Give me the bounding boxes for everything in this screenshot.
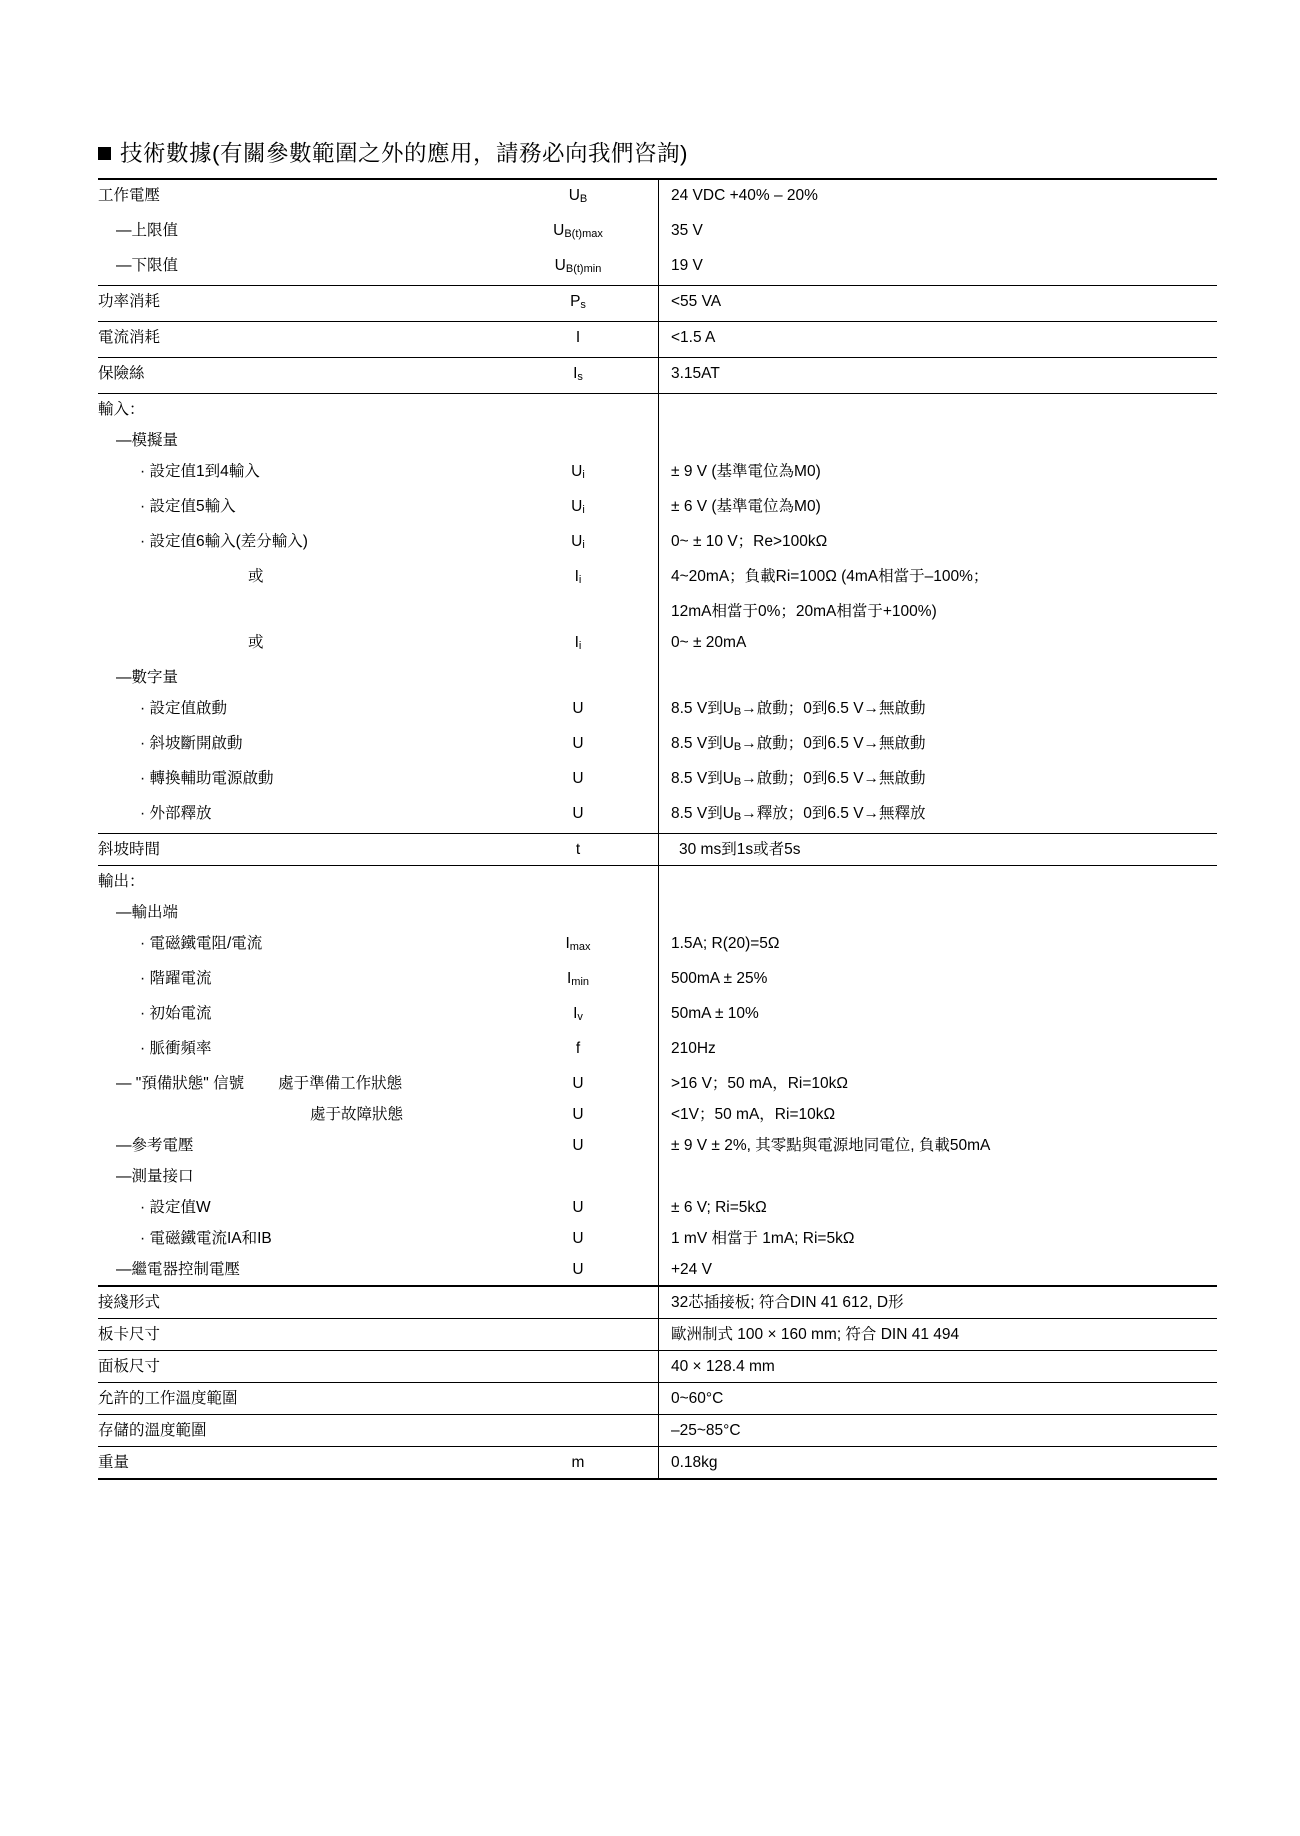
table-row xyxy=(98,728,1217,763)
row-symbol: m xyxy=(498,1447,659,1480)
row-value: 3.15AT xyxy=(659,358,1218,394)
row-label: 接綫形式 xyxy=(98,1286,498,1319)
row-value: ± 6 V; Ri=5kΩ xyxy=(659,1192,1218,1223)
row-symbol xyxy=(498,897,659,928)
table-row xyxy=(98,1286,1217,1319)
table-row xyxy=(98,963,1217,998)
table-row xyxy=(98,561,1217,596)
row-symbol: U xyxy=(572,1261,584,1278)
row-symbol xyxy=(498,1351,659,1383)
row-symbol: U xyxy=(572,805,584,822)
table-row xyxy=(98,526,1217,561)
spec-table xyxy=(98,178,1217,1480)
table-row xyxy=(98,596,1217,627)
row-symbol: Ui xyxy=(571,463,585,481)
row-symbol xyxy=(498,1319,659,1351)
row-symbol xyxy=(498,866,659,898)
row-value: 30 ms到1s或者5s xyxy=(659,834,1218,866)
row-symbol: U xyxy=(572,1230,584,1247)
row-symbol: U xyxy=(572,735,584,752)
table-row xyxy=(98,1099,1217,1130)
table-row xyxy=(98,1383,1217,1415)
table-row xyxy=(98,394,1217,426)
row-extra: 處于準備工作狀態 xyxy=(278,1075,403,1092)
row-symbol: U xyxy=(572,700,584,717)
row-label: —測量接口 xyxy=(116,1168,194,1185)
row-label: · 階躍電流 xyxy=(140,970,212,987)
table-row xyxy=(98,1161,1217,1192)
table-row xyxy=(98,358,1217,394)
row-symbol: I xyxy=(498,322,659,358)
row-symbol xyxy=(498,1415,659,1447)
row-symbol: U xyxy=(572,1137,584,1154)
row-label: · 設定值啟動 xyxy=(140,700,227,717)
row-symbol xyxy=(498,1383,659,1415)
row-symbol: U xyxy=(572,770,584,787)
table-row xyxy=(98,456,1217,491)
row-symbol: UB xyxy=(498,179,659,215)
table-row xyxy=(98,1447,1217,1480)
table-row xyxy=(98,322,1217,358)
row-value: 32芯插接板; 符合DIN 41 612, D形 xyxy=(659,1286,1218,1319)
row-value xyxy=(659,662,1218,693)
row-value: 8.5 V到UB→釋放；0到6.5 V→無釋放 xyxy=(659,798,1218,834)
row-label: 或 xyxy=(248,634,264,651)
row-label: 功率消耗 xyxy=(98,286,498,322)
row-symbol: Imin xyxy=(566,970,590,988)
row-symbol xyxy=(498,1286,659,1319)
row-value: ± 6 V (基準電位為M0) xyxy=(659,491,1218,526)
row-label: · 設定值W xyxy=(140,1199,211,1216)
table-row xyxy=(98,662,1217,693)
table-row xyxy=(98,693,1217,728)
row-label: 工作電壓 xyxy=(98,179,498,215)
row-symbol: U xyxy=(572,1106,584,1123)
row-label: 存儲的溫度範圍 xyxy=(98,1415,498,1447)
row-label: —繼電器控制電壓 xyxy=(116,1261,241,1278)
row-symbol: Ui xyxy=(571,498,585,516)
row-label: 允許的工作溫度範圍 xyxy=(98,1383,498,1415)
table-row xyxy=(98,215,1217,250)
row-symbol: Ii xyxy=(574,568,582,586)
row-label: —模擬量 xyxy=(116,432,179,449)
table-row xyxy=(98,1319,1217,1351)
row-label: 板卡尺寸 xyxy=(98,1319,498,1351)
row-value: 12mA相當于0%；20mA相當于+100%) xyxy=(659,596,1218,627)
table-row xyxy=(98,1192,1217,1223)
table-row xyxy=(98,866,1217,898)
row-symbol: Ps xyxy=(498,286,659,322)
row-value: 1.5A; R(20)=5Ω xyxy=(659,928,1218,963)
table-row xyxy=(98,798,1217,834)
row-value: 50mA ± 10% xyxy=(659,998,1218,1033)
row-symbol: Iv xyxy=(573,1005,583,1023)
row-value xyxy=(659,394,1218,426)
row-symbol xyxy=(498,662,659,693)
row-symbol xyxy=(498,1161,659,1192)
row-label: · 電磁鐵電阻/電流 xyxy=(140,935,263,952)
table-row xyxy=(98,834,1217,866)
row-label: —輸出端 xyxy=(116,904,179,921)
section-heading-text: 技術數據(有關參數範圍之外的應用，請務必向我們咨詢) xyxy=(120,141,688,166)
row-symbol: f xyxy=(575,1040,581,1057)
row-value: –25~85°C xyxy=(659,1415,1218,1447)
row-value xyxy=(659,897,1218,928)
row-label: 或 xyxy=(248,568,264,585)
table-row xyxy=(98,1130,1217,1161)
row-value: 35 V xyxy=(659,215,1218,250)
table-row xyxy=(98,425,1217,456)
table-row xyxy=(98,897,1217,928)
table-row xyxy=(98,928,1217,963)
row-value xyxy=(659,425,1218,456)
row-value: <1V；50 mA，Ri=10kΩ xyxy=(659,1099,1218,1130)
row-label: · 外部釋放 xyxy=(140,805,212,822)
row-value: 8.5 V到UB→啟動；0到6.5 V→無啟動 xyxy=(659,693,1218,728)
row-value: 19 V xyxy=(659,250,1218,286)
row-label: 輸出： xyxy=(98,866,498,898)
row-symbol: t xyxy=(498,834,659,866)
table-row xyxy=(98,998,1217,1033)
row-label: · 電磁鐵電流IA和IB xyxy=(140,1230,272,1247)
row-value: 210Hz xyxy=(659,1033,1218,1068)
row-value: >16 V；50 mA，Ri=10kΩ xyxy=(659,1068,1218,1099)
row-value: <55 VA xyxy=(659,286,1218,322)
row-label: · 設定值1到4輸入 xyxy=(140,463,260,480)
row-symbol: Ii xyxy=(574,634,582,652)
row-label: —參考電壓 xyxy=(116,1137,194,1154)
table-row xyxy=(98,286,1217,322)
row-value: +24 V xyxy=(659,1254,1218,1286)
row-value: 1 mV 相當于 1mA; Ri=5kΩ xyxy=(659,1223,1218,1254)
row-label: 重量 xyxy=(98,1447,498,1480)
row-label: 輸入： xyxy=(98,394,498,426)
row-label: · 設定值6輸入(差分輸入) xyxy=(140,533,308,550)
table-row xyxy=(98,1068,1217,1099)
row-value: ± 9 V ± 2%, 其零點與電源地同電位, 負載50mA xyxy=(659,1130,1218,1161)
table-row xyxy=(98,1351,1217,1383)
row-symbol: Is xyxy=(498,358,659,394)
row-symbol: UB(t)min xyxy=(554,257,602,275)
row-value: 500mA ± 25% xyxy=(659,963,1218,998)
row-label: 處于故障狀態 xyxy=(310,1106,404,1123)
section-heading xyxy=(98,136,688,168)
row-label: 面板尺寸 xyxy=(98,1351,498,1383)
table-row xyxy=(98,627,1217,662)
row-value xyxy=(659,1161,1218,1192)
row-label: —下限值 xyxy=(116,257,179,274)
table-row xyxy=(98,763,1217,798)
row-label: 電流消耗 xyxy=(98,322,498,358)
row-label: · 初始電流 xyxy=(140,1005,212,1022)
row-value: 40 × 128.4 mm xyxy=(659,1351,1218,1383)
row-label: · 斜坡斷開啟動 xyxy=(140,735,243,752)
row-value xyxy=(659,866,1218,898)
row-symbol xyxy=(498,596,659,627)
bullet-square-icon xyxy=(98,147,111,160)
table-row xyxy=(98,250,1217,286)
row-value: 0~ ± 20mA xyxy=(659,627,1218,662)
row-label: · 脈衝頻率 xyxy=(140,1040,212,1057)
row-label: — "預備狀態" 信號 處于準備工作狀態 xyxy=(116,1075,403,1092)
row-value: 歐洲制式 100 × 160 mm; 符合 DIN 41 494 xyxy=(659,1319,1218,1351)
row-value: 8.5 V到UB→啟動；0到6.5 V→無啟動 xyxy=(659,728,1218,763)
row-value: 0.18kg xyxy=(659,1447,1218,1480)
row-value: 4~20mA；負載Ri=100Ω (4mA相當于–100%； xyxy=(659,561,1218,596)
row-label: 保險絲 xyxy=(98,358,498,394)
row-symbol xyxy=(498,425,659,456)
row-symbol xyxy=(498,394,659,426)
row-value: <1.5 A xyxy=(659,322,1218,358)
row-value: 8.5 V到UB→啟動；0到6.5 V→無啟動 xyxy=(659,763,1218,798)
table-row xyxy=(98,1415,1217,1447)
table-row xyxy=(98,491,1217,526)
row-label: · 設定值5輸入 xyxy=(140,498,236,515)
row-value: 0~ ± 10 V；Re>100kΩ xyxy=(659,526,1218,561)
table-row xyxy=(98,1223,1217,1254)
row-value: 0~60°C xyxy=(659,1383,1218,1415)
table-row xyxy=(98,1254,1217,1286)
row-value: 24 VDC +40% – 20% xyxy=(659,179,1218,215)
row-label: 斜坡時間 xyxy=(98,834,498,866)
row-symbol: UB(t)max xyxy=(553,222,603,240)
table-row xyxy=(98,179,1217,215)
row-label: —數字量 xyxy=(116,669,179,686)
row-label: —上限值 xyxy=(116,222,179,239)
row-symbol: U xyxy=(572,1075,584,1092)
row-symbol: Imax xyxy=(565,935,591,953)
row-value: ± 9 V (基準電位為M0) xyxy=(659,456,1218,491)
row-label: · 轉換輔助電源啟動 xyxy=(140,770,274,787)
row-label xyxy=(98,596,498,627)
row-symbol: Ui xyxy=(571,533,585,551)
row-symbol: U xyxy=(572,1199,584,1216)
table-row xyxy=(98,1033,1217,1068)
